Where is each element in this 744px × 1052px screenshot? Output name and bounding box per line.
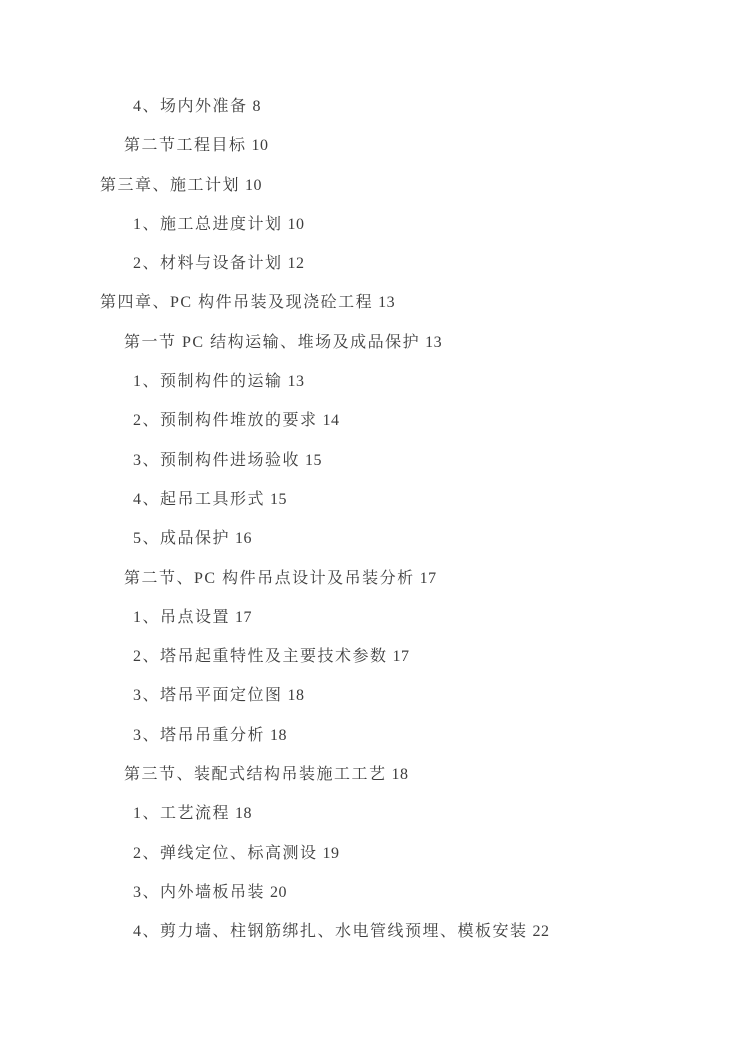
- toc-entry: [133, 610, 704, 626]
- toc-entry-page: 17: [419, 569, 437, 587]
- toc-entry: [100, 178, 704, 194]
- toc-entry-label: 第四章、PC 构件吊装及现浇砼工程: [100, 294, 374, 312]
- toc-entry-page: 22: [532, 923, 550, 941]
- toc-entry-page: 14: [322, 412, 340, 430]
- toc-entry: [100, 295, 704, 311]
- toc-entry-label: 第三章、施工计划: [100, 176, 241, 194]
- toc-entry: [133, 413, 704, 429]
- toc-entry-label: 第三节、装配式结构吊装施工工艺: [124, 766, 387, 784]
- toc-entry-page: 10: [287, 215, 305, 233]
- toc-entry-page: 19: [322, 844, 340, 862]
- toc-entry: [133, 531, 704, 547]
- toc-entry-page: 13: [425, 333, 443, 351]
- toc-entry-label: 1、预制构件的运输: [133, 373, 283, 391]
- toc-entry: [124, 335, 704, 351]
- toc-entry-page: 20: [270, 883, 288, 901]
- toc-entry: [133, 492, 704, 508]
- toc-entry: [133, 374, 704, 390]
- toc-entry: [133, 806, 704, 822]
- toc-entry: [133, 688, 704, 704]
- toc-entry: [133, 256, 704, 272]
- toc-entry: [133, 99, 704, 115]
- toc-entry-label: 1、吊点设置: [133, 608, 231, 626]
- toc-entry-page: 18: [287, 687, 305, 705]
- toc-entry-label: 第二节、PC 构件吊点设计及吊装分析: [124, 569, 415, 587]
- toc-entry: [133, 924, 704, 940]
- toc-entry: [133, 649, 704, 665]
- toc-entry-label: 第二节工程目标: [124, 137, 247, 155]
- toc-entry-label: 4、起吊工具形式: [133, 490, 266, 508]
- toc-entry: [133, 453, 704, 469]
- toc-entry-label: 2、弹线定位、标高测设: [133, 844, 318, 862]
- toc-entry-page: 16: [235, 530, 253, 548]
- toc-entry-label: 第一节 PC 结构运输、堆场及成品保护: [124, 333, 421, 351]
- toc-entry-label: 3、内外墙板吊装: [133, 883, 266, 901]
- toc-entry-label: 4、剪力墙、柱钢筋绑扎、水电管线预埋、模板安装: [133, 923, 528, 941]
- toc-entry-label: 3、预制构件进场验收: [133, 451, 301, 469]
- toc-entry: [124, 767, 704, 783]
- toc-entry-page: 17: [235, 608, 253, 626]
- toc-entry-label: 2、预制构件堆放的要求: [133, 412, 318, 430]
- toc-entry-page: 18: [391, 766, 409, 784]
- toc-entry-page: 10: [245, 176, 263, 194]
- toc-entry: [124, 571, 704, 587]
- toc-entry-page: 17: [392, 648, 410, 666]
- toc-entry-label: 4、场内外准备: [133, 98, 248, 115]
- toc-entry-label: 1、施工总进度计划: [133, 215, 283, 233]
- toc-entry-label: 5、成品保护: [133, 530, 231, 548]
- toc-entry-label: 2、塔吊起重特性及主要技术参数: [133, 648, 388, 666]
- toc-entry-page: 18: [270, 726, 288, 744]
- toc-entry: [133, 885, 704, 901]
- toc-entry-label: 1、工艺流程: [133, 805, 231, 823]
- table-of-contents: [100, 99, 704, 964]
- toc-entry-page: 12: [287, 255, 305, 273]
- toc-entry-page: 13: [378, 294, 396, 312]
- toc-entry: [124, 138, 704, 154]
- toc-entry-page: 15: [305, 451, 323, 469]
- toc-entry-page: 18: [235, 805, 253, 823]
- toc-entry: [133, 217, 704, 233]
- toc-entry-label: 3、塔吊平面定位图: [133, 687, 283, 705]
- toc-entry-page: 13: [287, 373, 305, 391]
- toc-entry: [133, 846, 704, 862]
- toc-entry-label: 3、塔吊吊重分析: [133, 726, 266, 744]
- toc-entry-page: 15: [270, 490, 288, 508]
- toc-entry: [133, 728, 704, 744]
- toc-entry-page: 10: [251, 137, 269, 155]
- toc-entry-label: 2、材料与设备计划: [133, 255, 283, 273]
- toc-entry-page: 8: [252, 98, 262, 115]
